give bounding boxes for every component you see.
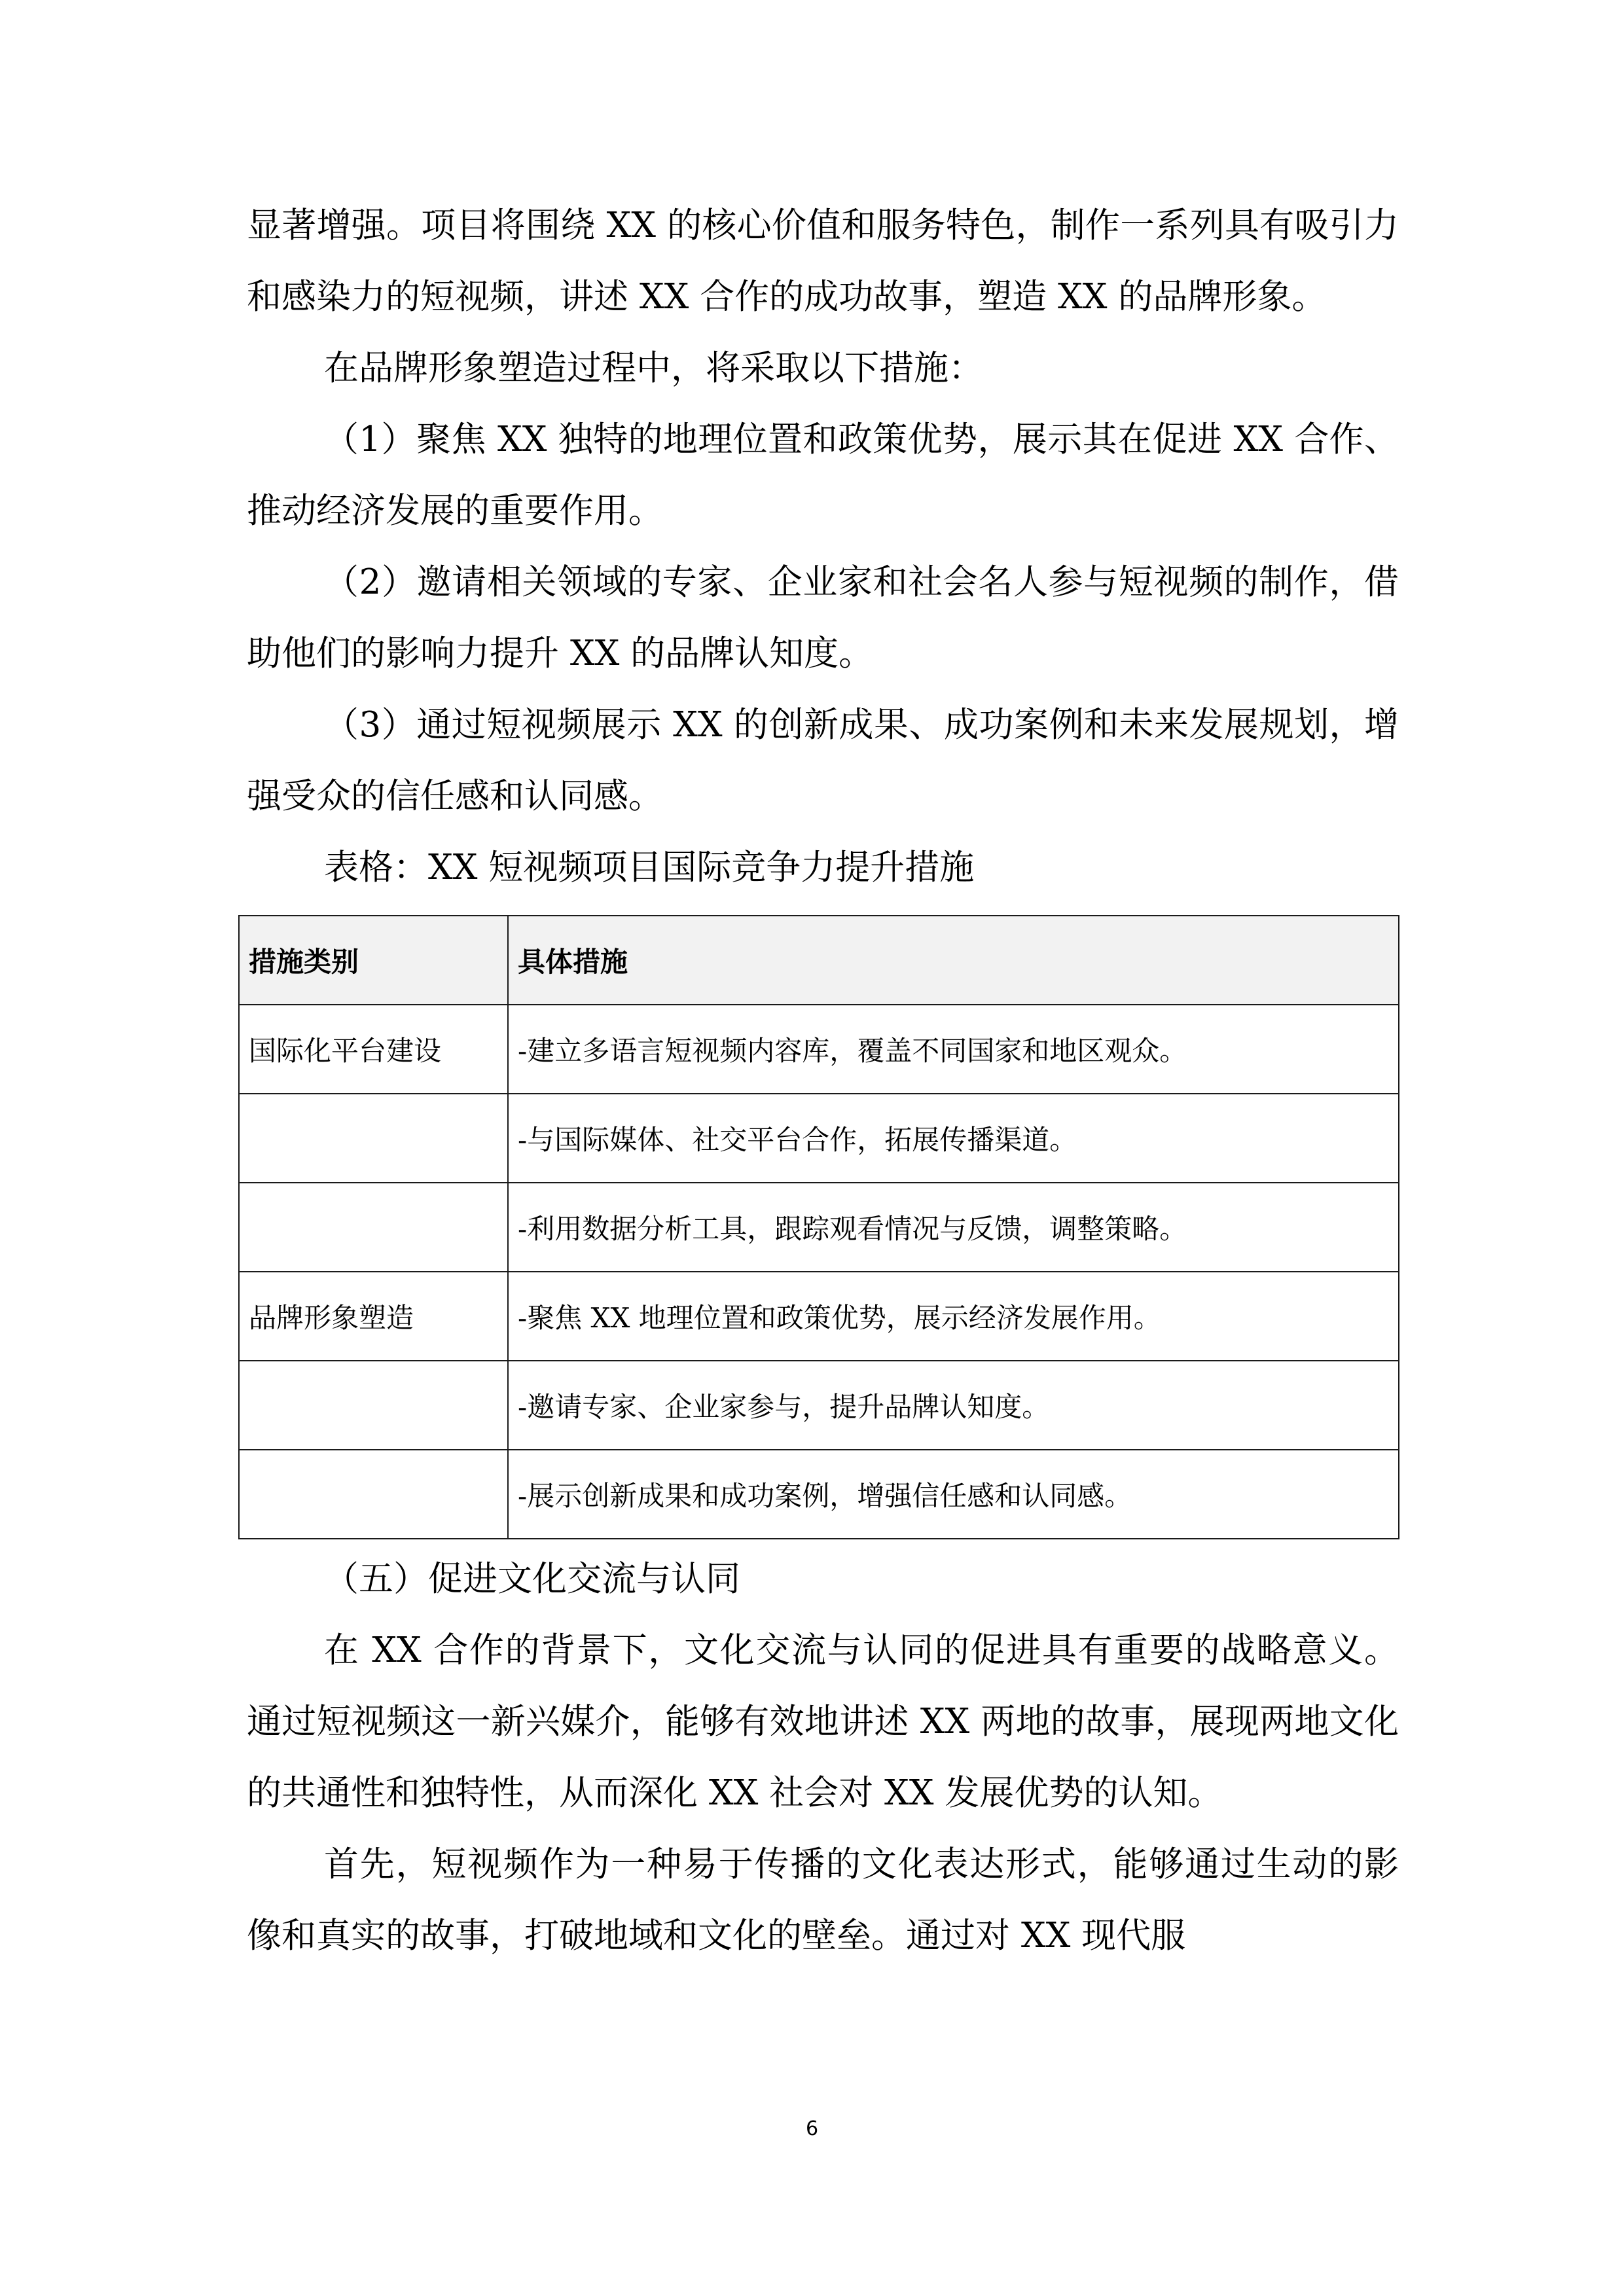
table-header-category: 措施类别 xyxy=(239,916,508,1005)
table-row xyxy=(239,1450,1399,1539)
document-body xyxy=(247,190,1399,1971)
paragraph-measure-2: （2）邀请相关领域的专家、企业家和社会名人参与短视频的制作，借助他们的影响力提升 XX 的品牌认知度。 xyxy=(247,562,1399,673)
paragraph-cultural-exchange: 在 XX 合作的背景下，文化交流与认同的促进具有重要的战略意义。通过短视频这一新兴媒介，能够有效地讲述 XX 两地的故事，展现两地文化的共通性和独特性，从而深化 XX 社会对 XX 发展优势的认知。 xyxy=(247,1630,1399,1813)
table-cell-measure: -与国际媒体、社交平台合作，拓展传播渠道。 xyxy=(508,1094,1399,1183)
table-cell-measure: -展示创新成果和成功案例，增强信任感和认同感。 xyxy=(508,1450,1399,1539)
table-row xyxy=(239,1272,1399,1361)
table-cell-measure: -利用数据分析工具，跟踪观看情况与反馈，调整策略。 xyxy=(508,1183,1399,1272)
table-row xyxy=(239,1005,1399,1094)
section-heading: （五）促进文化交流与认同 xyxy=(324,1559,740,1599)
table-cell-category xyxy=(239,1361,508,1450)
table-cell-measure: -聚焦 XX 地理位置和政策优势，展示经济发展作用。 xyxy=(508,1272,1399,1361)
table-header-measure: 具体措施 xyxy=(508,916,1399,1005)
measures-table xyxy=(238,915,1399,1539)
table-cell-category: 国际化平台建设 xyxy=(239,1005,508,1094)
table-cell-category xyxy=(239,1450,508,1539)
table-row xyxy=(239,1094,1399,1183)
table-cell-measure: -邀请专家、企业家参与，提升品牌认知度。 xyxy=(508,1361,1399,1450)
paragraph-measure-1: （1）聚焦 XX 独特的地理位置和政策优势，展示其在促进 XX 合作、推动经济发展的重要作用。 xyxy=(247,420,1399,531)
paragraph-first-point: 首先，短视频作为一种易于传播的文化表达形式，能够通过生动的影像和真实的故事，打破地域和文化的壁垒。通过对 XX 现代服 xyxy=(247,1844,1399,1956)
paragraph-continuation: 显著增强。项目将围绕 XX 的核心价值和服务特色，制作一系列具有吸引力和感染力的短视频，讲述 XX 合作的成功故事，塑造 XX 的品牌形象。 xyxy=(247,206,1399,317)
table-cell-category xyxy=(239,1183,508,1272)
table-cell-category: 品牌形象塑造 xyxy=(239,1272,508,1361)
table-header-row xyxy=(239,916,1399,1005)
table-caption: 表格：XX 短视频项目国际竞争力提升措施 xyxy=(324,848,975,888)
table-row xyxy=(239,1183,1399,1272)
page-number: 6 xyxy=(805,2117,819,2140)
table-cell-category xyxy=(239,1094,508,1183)
table-cell-measure: -建立多语言短视频内容库，覆盖不同国家和地区观众。 xyxy=(508,1005,1399,1094)
paragraph-measure-3: （3）通过短视频展示 XX 的创新成果、成功案例和未来发展规划，增强受众的信任感和认同感。 xyxy=(247,705,1399,816)
table-row xyxy=(239,1361,1399,1450)
paragraph-brand-measures-intro: 在品牌形象塑造过程中，将采取以下措施： xyxy=(324,348,983,388)
